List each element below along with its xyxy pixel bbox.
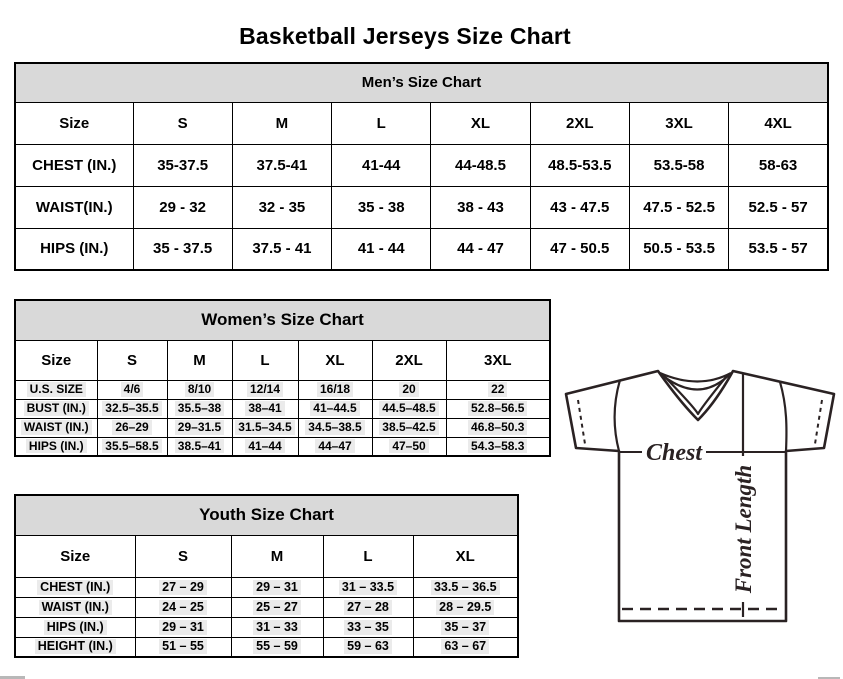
cell-value: 63 – 67 [441, 639, 489, 654]
cell: 43 - 47.5 [530, 186, 629, 228]
mens-col-header: M [232, 102, 331, 144]
cell-value: 33.5 – 36.5 [431, 580, 500, 595]
cell [231, 617, 323, 637]
womens-col-header: M [167, 340, 232, 380]
cell-value: 31 – 33 [253, 620, 301, 635]
cell-value: 46.8–50.3 [468, 420, 527, 434]
row-label-text: HIPS (IN.) [26, 439, 87, 453]
cell [167, 437, 232, 456]
table-row [15, 418, 550, 437]
cell-value: 27 – 28 [344, 600, 392, 615]
cell [323, 637, 413, 657]
cell [372, 437, 446, 456]
cell-value: 35 – 37 [441, 620, 489, 635]
mens-size-header: Size [15, 102, 133, 144]
table-row [15, 637, 518, 657]
jersey-outline [566, 371, 834, 621]
cell-value: 38–41 [245, 401, 284, 415]
cell [413, 617, 518, 637]
cell [298, 437, 372, 456]
cell [323, 577, 413, 597]
cell [323, 617, 413, 637]
cell-value: 4/6 [121, 382, 144, 396]
womens-col-header: S [97, 340, 167, 380]
table-row [15, 597, 518, 617]
cell [232, 399, 298, 418]
table-row [15, 63, 828, 102]
cell [232, 418, 298, 437]
cell-value: 29 – 31 [159, 620, 207, 635]
cell-value: 12/14 [247, 382, 283, 396]
cell: 37.5 - 41 [232, 228, 331, 270]
mens-col-header: XL [431, 102, 530, 144]
cell [446, 437, 550, 456]
table-row [15, 399, 550, 418]
cell [413, 577, 518, 597]
cell [231, 597, 323, 617]
row-label-text: WAIST (IN.) [21, 420, 92, 434]
cell [323, 597, 413, 617]
cell: 35-37.5 [133, 144, 232, 186]
cell [232, 380, 298, 399]
table-row [15, 144, 828, 186]
table-row [15, 300, 550, 340]
cell-value: 47–50 [389, 439, 428, 453]
cell: 41-44 [332, 144, 431, 186]
table-row [15, 617, 518, 637]
cell-value: 59 – 63 [344, 639, 392, 654]
cell [231, 637, 323, 657]
cell: 53.5-58 [629, 144, 728, 186]
row-label-text: HEIGHT (IN.) [35, 639, 116, 654]
cell-value: 41–44 [245, 439, 284, 453]
cell: 47.5 - 52.5 [629, 186, 728, 228]
cell-value: 20 [399, 382, 418, 396]
row-label: CHEST (IN.) [15, 144, 133, 186]
womens-col-header: 2XL [372, 340, 446, 380]
cell-value: 24 – 25 [159, 600, 207, 615]
youth-col-header: XL [413, 535, 518, 577]
chest-label: Chest [645, 440, 703, 466]
cell: 58-63 [729, 144, 828, 186]
front-length-label: Front Length [731, 464, 756, 594]
youth-size-chart-table [14, 494, 519, 658]
mens-col-header: S [133, 102, 232, 144]
row-label [15, 437, 97, 456]
cell-value: 35.5–58.5 [102, 439, 161, 453]
row-label-text: CHEST (IN.) [37, 580, 113, 595]
cell [135, 597, 231, 617]
row-label [15, 637, 135, 657]
cell-value: 34.5–38.5 [305, 420, 364, 434]
cell [446, 380, 550, 399]
cell-value: 38.5–42.5 [379, 420, 438, 434]
table-row [15, 535, 518, 577]
cell-value: 27 – 29 [159, 580, 207, 595]
cell-value: 25 – 27 [253, 600, 301, 615]
cell [135, 617, 231, 637]
cell-value: 54.3–58.3 [468, 439, 527, 453]
cell [97, 418, 167, 437]
cell: 37.5-41 [232, 144, 331, 186]
cell: 52.5 - 57 [729, 186, 828, 228]
cell: 38 - 43 [431, 186, 530, 228]
cell-value: 29 – 31 [253, 580, 301, 595]
cell [413, 637, 518, 657]
cell: 35 - 37.5 [133, 228, 232, 270]
row-label [15, 399, 97, 418]
table-row [15, 437, 550, 456]
mens-col-header: 2XL [530, 102, 629, 144]
cell-value: 52.8–56.5 [468, 401, 527, 415]
cell [298, 380, 372, 399]
youth-col-header: S [135, 535, 231, 577]
cell [97, 437, 167, 456]
cell [372, 380, 446, 399]
cell: 44-48.5 [431, 144, 530, 186]
row-label [15, 597, 135, 617]
table-row [15, 186, 828, 228]
table-row [15, 380, 550, 399]
cell: 53.5 - 57 [729, 228, 828, 270]
cell: 32 - 35 [232, 186, 331, 228]
cell-value: 22 [488, 382, 507, 396]
cell-value: 28 – 29.5 [436, 600, 494, 615]
cell [298, 399, 372, 418]
cell [446, 418, 550, 437]
cell-value: 38.5–41 [175, 439, 224, 453]
cell: 47 - 50.5 [530, 228, 629, 270]
cell: 44 - 47 [431, 228, 530, 270]
cell-value: 32.5–35.5 [102, 401, 161, 415]
cell-value: 31 – 33.5 [339, 580, 397, 595]
youth-table-title: Youth Size Chart [15, 495, 518, 535]
row-label: WAIST(IN.) [15, 186, 133, 228]
cell-value: 26–29 [112, 420, 151, 434]
cell [232, 437, 298, 456]
cell [167, 399, 232, 418]
cell [413, 597, 518, 617]
mens-col-header: 3XL [629, 102, 728, 144]
cell-value: 16/18 [317, 382, 353, 396]
womens-col-header: 3XL [446, 340, 550, 380]
cell [135, 637, 231, 657]
cell-value: 33 – 35 [344, 620, 392, 635]
row-label-text: HIPS (IN.) [44, 620, 107, 635]
cell: 29 - 32 [133, 186, 232, 228]
cell-value: 8/10 [185, 382, 214, 396]
row-label: HIPS (IN.) [15, 228, 133, 270]
row-label [15, 617, 135, 637]
table-row [15, 102, 828, 144]
mens-size-chart-table [14, 62, 829, 271]
row-label-text: U.S. SIZE [27, 382, 86, 396]
mens-col-header: L [332, 102, 431, 144]
row-label [15, 380, 97, 399]
row-label-text: BUST (IN.) [24, 401, 89, 415]
cell [372, 399, 446, 418]
womens-size-header: Size [15, 340, 97, 380]
cell [231, 577, 323, 597]
table-row [15, 495, 518, 535]
mens-col-header: 4XL [729, 102, 828, 144]
cell [167, 418, 232, 437]
womens-col-header: L [232, 340, 298, 380]
table-row [15, 577, 518, 597]
cell: 50.5 - 53.5 [629, 228, 728, 270]
cell: 48.5-53.5 [530, 144, 629, 186]
cell-value: 41–44.5 [310, 401, 359, 415]
cell-value: 29–31.5 [175, 420, 224, 434]
jersey-measurement-diagram [556, 358, 843, 678]
womens-table-title: Women’s Size Chart [15, 300, 550, 340]
table-row [15, 228, 828, 270]
cell-value: 51 – 55 [159, 639, 207, 654]
cell [97, 399, 167, 418]
cell: 41 - 44 [332, 228, 431, 270]
row-label-text: WAIST (IN.) [39, 600, 112, 615]
womens-size-chart-table [14, 299, 551, 457]
cell-value: 44.5–48.5 [379, 401, 438, 415]
cell-value: 35.5–38 [175, 401, 224, 415]
cell [135, 577, 231, 597]
cell [298, 418, 372, 437]
cell [97, 380, 167, 399]
cell: 35 - 38 [332, 186, 431, 228]
table-row [15, 340, 550, 380]
cell [167, 380, 232, 399]
cell [446, 399, 550, 418]
womens-col-header: XL [298, 340, 372, 380]
page-title: Basketball Jerseys Size Chart [239, 23, 571, 50]
youth-size-header: Size [15, 535, 135, 577]
cell [372, 418, 446, 437]
row-label [15, 418, 97, 437]
cell-value: 55 – 59 [253, 639, 301, 654]
youth-col-header: L [323, 535, 413, 577]
cell-value: 31.5–34.5 [235, 420, 294, 434]
youth-col-header: M [231, 535, 323, 577]
cell-value: 44–47 [315, 439, 354, 453]
mens-table-title: Men’s Size Chart [15, 63, 828, 102]
row-label [15, 577, 135, 597]
